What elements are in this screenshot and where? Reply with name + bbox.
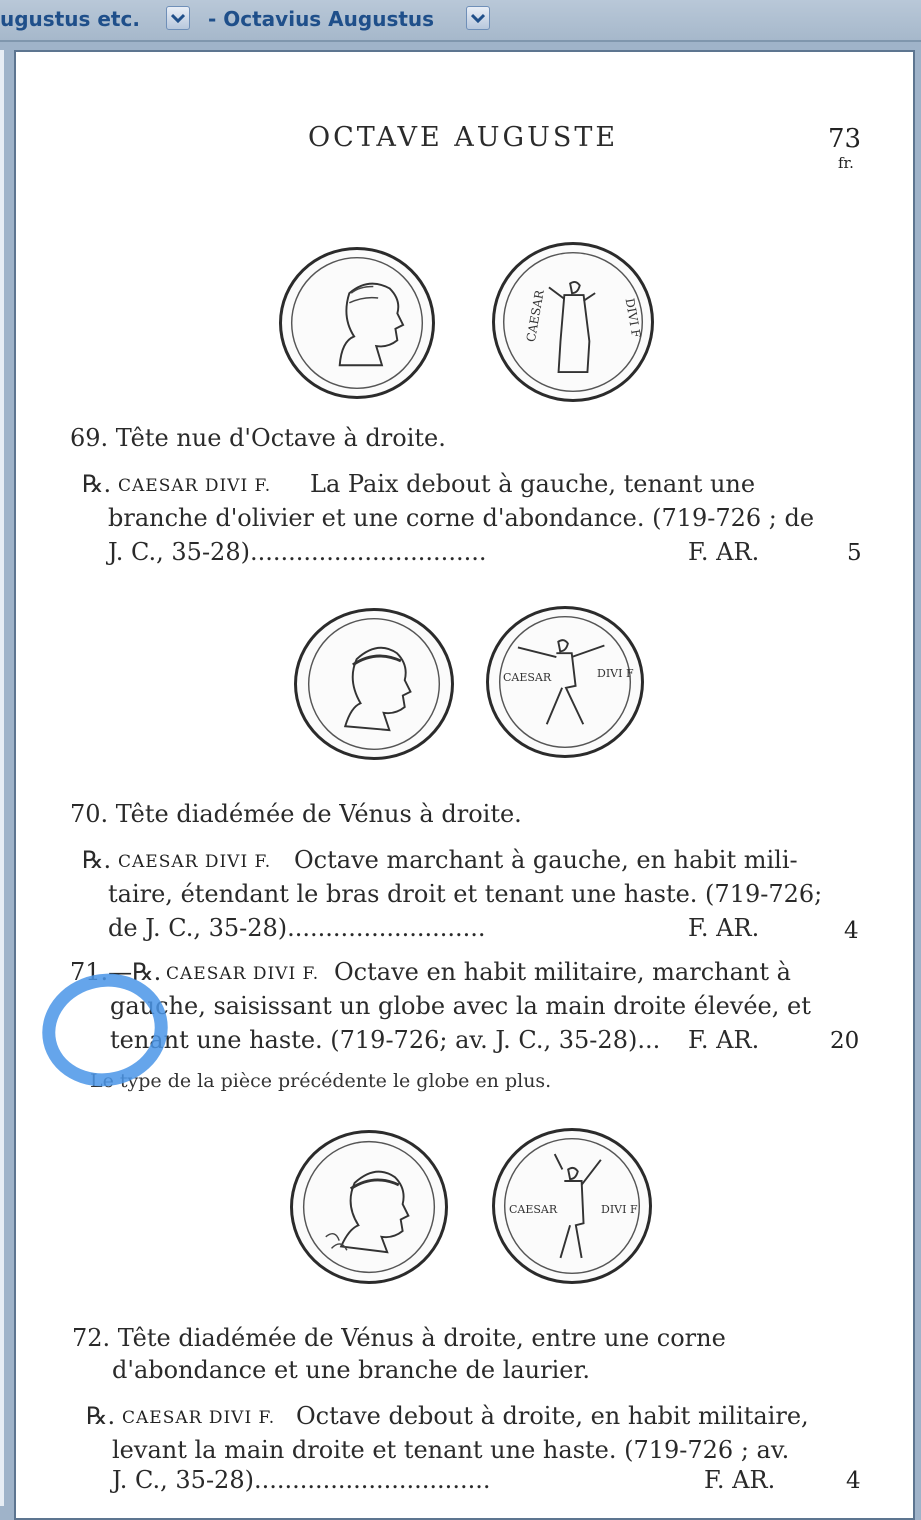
entry-71-reverse-line3: tenant une haste. (719-726; av. J. C., 35-28)... xyxy=(110,1026,661,1054)
entry-71-metal: F. AR. xyxy=(688,1026,760,1054)
coin-70-reverse-image xyxy=(486,606,644,758)
coin-legend-left: CAESAR xyxy=(523,288,547,344)
entry-69-reverse-legend: CAESAR DIVI F. xyxy=(118,476,272,496)
entry-70-reverse-line1: Octave marchant à gauche, en habit mili- xyxy=(294,846,798,874)
entry-69-reverse-symbol: ℞. xyxy=(82,470,112,498)
entry-70-description: 70. Tête diadémée de Vénus à droite. xyxy=(70,800,522,828)
coin-legend-right: DIVI F xyxy=(622,297,644,339)
entry-72-price: 4 xyxy=(846,1468,861,1494)
subject-dropdown-button[interactable] xyxy=(466,6,490,30)
page-title: OCTAVE AUGUSTE xyxy=(308,122,619,153)
left-panel-edge xyxy=(0,50,4,1506)
entry-72-reverse-line2: levant la main droite et tenant une haste. (719-726 ; av. xyxy=(112,1436,790,1464)
entry-69-reverse-line1: La Paix debout à gauche, tenant une xyxy=(310,470,756,498)
entry-71-reverse-legend: CAESAR DIVI F. xyxy=(166,964,320,984)
price-unit-label: fr. xyxy=(838,154,854,172)
entry-70-price: 4 xyxy=(844,918,859,944)
entry-70-reverse-legend: CAESAR DIVI F. xyxy=(118,852,272,872)
entry-69-description: 69. Tête nue d'Octave à droite. xyxy=(70,424,446,452)
venus-head-icon xyxy=(297,611,451,757)
coin-72-obverse-image xyxy=(290,1130,448,1284)
entry-69-reverse-line2: branche d'olivier et une corne d'abondance. (719-726 ; de xyxy=(108,504,815,532)
entry-72-reverse-line1: Octave debout à droite, en habit militaire, xyxy=(296,1402,809,1430)
chevron-down-icon xyxy=(471,13,485,23)
entry-69-metal: F. AR. xyxy=(688,538,760,566)
breadcrumb-item-category[interactable]: ugustus etc. xyxy=(0,7,140,31)
entry-72-description-line1: 72. Tête diadémée de Vénus à droite, entre une corne xyxy=(72,1324,726,1352)
coin-legend-left: CAESAR xyxy=(503,671,552,684)
coin-69-reverse-image xyxy=(492,242,654,402)
page-number: 73 xyxy=(828,124,862,154)
venus-head-laurel-icon xyxy=(293,1133,445,1281)
scanned-page xyxy=(16,52,913,1518)
entry-71-prefix: 71.—℞. xyxy=(70,958,162,986)
entry-69-price: 5 xyxy=(847,540,862,566)
entry-71-reverse-line1: Octave en habit militaire, marchant à xyxy=(334,958,791,986)
document-viewer[interactable] xyxy=(14,50,915,1520)
category-dropdown-button[interactable] xyxy=(166,6,190,30)
entry-71-price: 20 xyxy=(830,1028,860,1054)
entry-72-reverse-legend: CAESAR DIVI F. xyxy=(122,1408,276,1428)
entry-69-reverse-line3: J. C., 35-28)............................... xyxy=(108,538,487,566)
coin-legend-left: CAESAR xyxy=(509,1203,558,1216)
coin-69-obverse-image xyxy=(279,247,435,399)
entry-70-metal: F. AR. xyxy=(688,914,760,942)
entry-70-reverse-line2: taire, étendant le bras droit et tenant une haste. (719-726; xyxy=(108,880,823,908)
coin-legend-right: DIVI F xyxy=(601,1203,638,1216)
entry-70-reverse-line3: de J. C., 35-28).......................... xyxy=(108,914,486,942)
entry-70-reverse-symbol: ℞. xyxy=(82,846,112,874)
entry-72-reverse-symbol: ℞. xyxy=(86,1402,116,1430)
entry-72-description-line2: d'abondance et une branche de laurier. xyxy=(112,1356,590,1384)
entry-72-metal: F. AR. xyxy=(704,1466,776,1494)
breadcrumb-item-current[interactable]: - Octavius Augustus xyxy=(208,7,435,31)
chevron-down-icon xyxy=(171,13,185,23)
entry-72-reverse-line3: J. C., 35-28)............................... xyxy=(112,1466,491,1494)
entry-71-reverse-line2: gauche, saisissant un globe avec la main droite élevée, et xyxy=(110,992,811,1020)
portrait-head-icon xyxy=(282,250,432,396)
coin-legend-right: DIVI F xyxy=(597,667,634,680)
coin-70-obverse-image xyxy=(294,608,454,760)
coin-72-reverse-image xyxy=(492,1128,652,1284)
breadcrumb-bar xyxy=(0,0,921,42)
entry-71-note: Le type de la pièce précédente le globe en plus. xyxy=(90,1070,552,1092)
